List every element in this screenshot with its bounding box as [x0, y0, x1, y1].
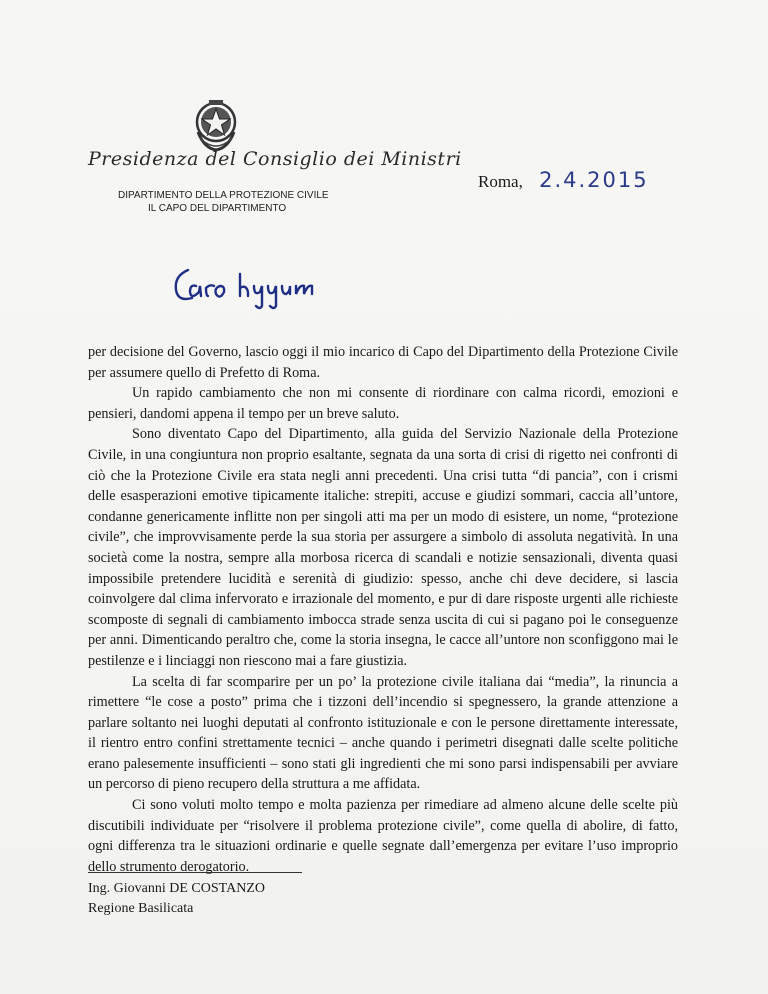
body-paragraph: La scelta di far scomparire per un po’ la protezione civile italiana dai “media”, la rinuncia a rimettere “le cose a posto” prima che i tizzoni dell’incendio si spegnessero, la grande attenzione a parlare soltanto nei luoghi deputati al confronto istituzionale e con le persone direttamente interessate, il rientro entro confini strettamente tecnici – anche quando i perimetri disegnati dalle scelte politiche erano palesemente insufficienti – sono stati gli ingredienti che mi sono parsi indispensabili per avviare un percorso di pieno recupero della struttura a me affidata.	[88, 673, 678, 793]
body-paragraph: Ci sono voluti molto tempo e molta pazienza per rimediare ad almeno alcune delle scelte più discutibili individuate per “risolvere il problema protezione civile”, come quella di abolire, di fatto, ogni differenza tra le situazioni ordinarie e quelle segnate dall’emergenza per evitare l’uso improprio dello strumento derogatorio.	[88, 797, 678, 875]
body-paragraph: Sono diventato Capo del Dipartimento, alla guida del Servizio Nazionale della Protezione Civile, in una congiuntura non proprio esaltante, segnata da una sorta di crisi di rigetto nei confronti di ciò che la Protezione Civile era stata negli anni precedenti. Una crisi tutta “di pancia”, con i crismi delle esasperazioni emotive tipicamente italiche: strepiti, accuse e giudizi sommari, caccia all’untore, condanne genericamente inflitte non per singoli atti ma per un modo di esistere, un nome, “protezione civile”, che improvvisamente perde la sua storia per assurgere a simbolo di assoluta negatività. In una società come la nostra, sempre alla morbosa ricerca di scandali e notizie sensazionali, diventa quasi impossibile pretendere lucidità e serenità di giudizio: spesso, anche chi deve decidere, si lascia coinvolgere dal clima infervorato e irrazionale del momento, e pur di dare risposte urgenti alle richieste scomposte di segnali di cambiamento imbocca strade senza uscita di cui si pagano poi le conseguenze per anni. Dimenticando peraltro che, come la storia insegna, le cacce all’untore non sconfiggono mai le pestilenze e i linciaggi non riescono mai a fare giustizia.	[88, 426, 678, 669]
department-name: DIPARTIMENTO DELLA PROTEZIONE CIVILE	[118, 190, 329, 201]
handwritten-salutation	[170, 262, 330, 312]
italian-republic-emblem-icon	[190, 98, 242, 154]
recipient-name: Ing. Giovanni DE COSTANZO	[88, 881, 265, 896]
body-paragraph: per decisione del Governo, lascio oggi il mio incarico di Capo del Dipartimento della Protezione Civile per assumere quello di Prefetto di Roma.	[88, 344, 678, 381]
body-paragraph: Un rapido cambiamento che non mi consente di riordinare con calma ricordi, emozioni e pensieri, dandomi appena il tempo per un breve saluto.	[88, 385, 678, 422]
institution-title: Presidenza del Consiglio dei Ministri	[88, 148, 462, 170]
department-role: IL CAPO DEL DIPARTIMENTO	[148, 203, 287, 214]
place: Roma,	[478, 172, 523, 191]
recipient-region: Regione Basilicata	[88, 901, 194, 916]
letter-body	[88, 342, 678, 877]
recipient-divider	[88, 872, 302, 873]
place-date	[478, 168, 649, 192]
handwritten-date: 2.4.2015	[539, 168, 649, 192]
